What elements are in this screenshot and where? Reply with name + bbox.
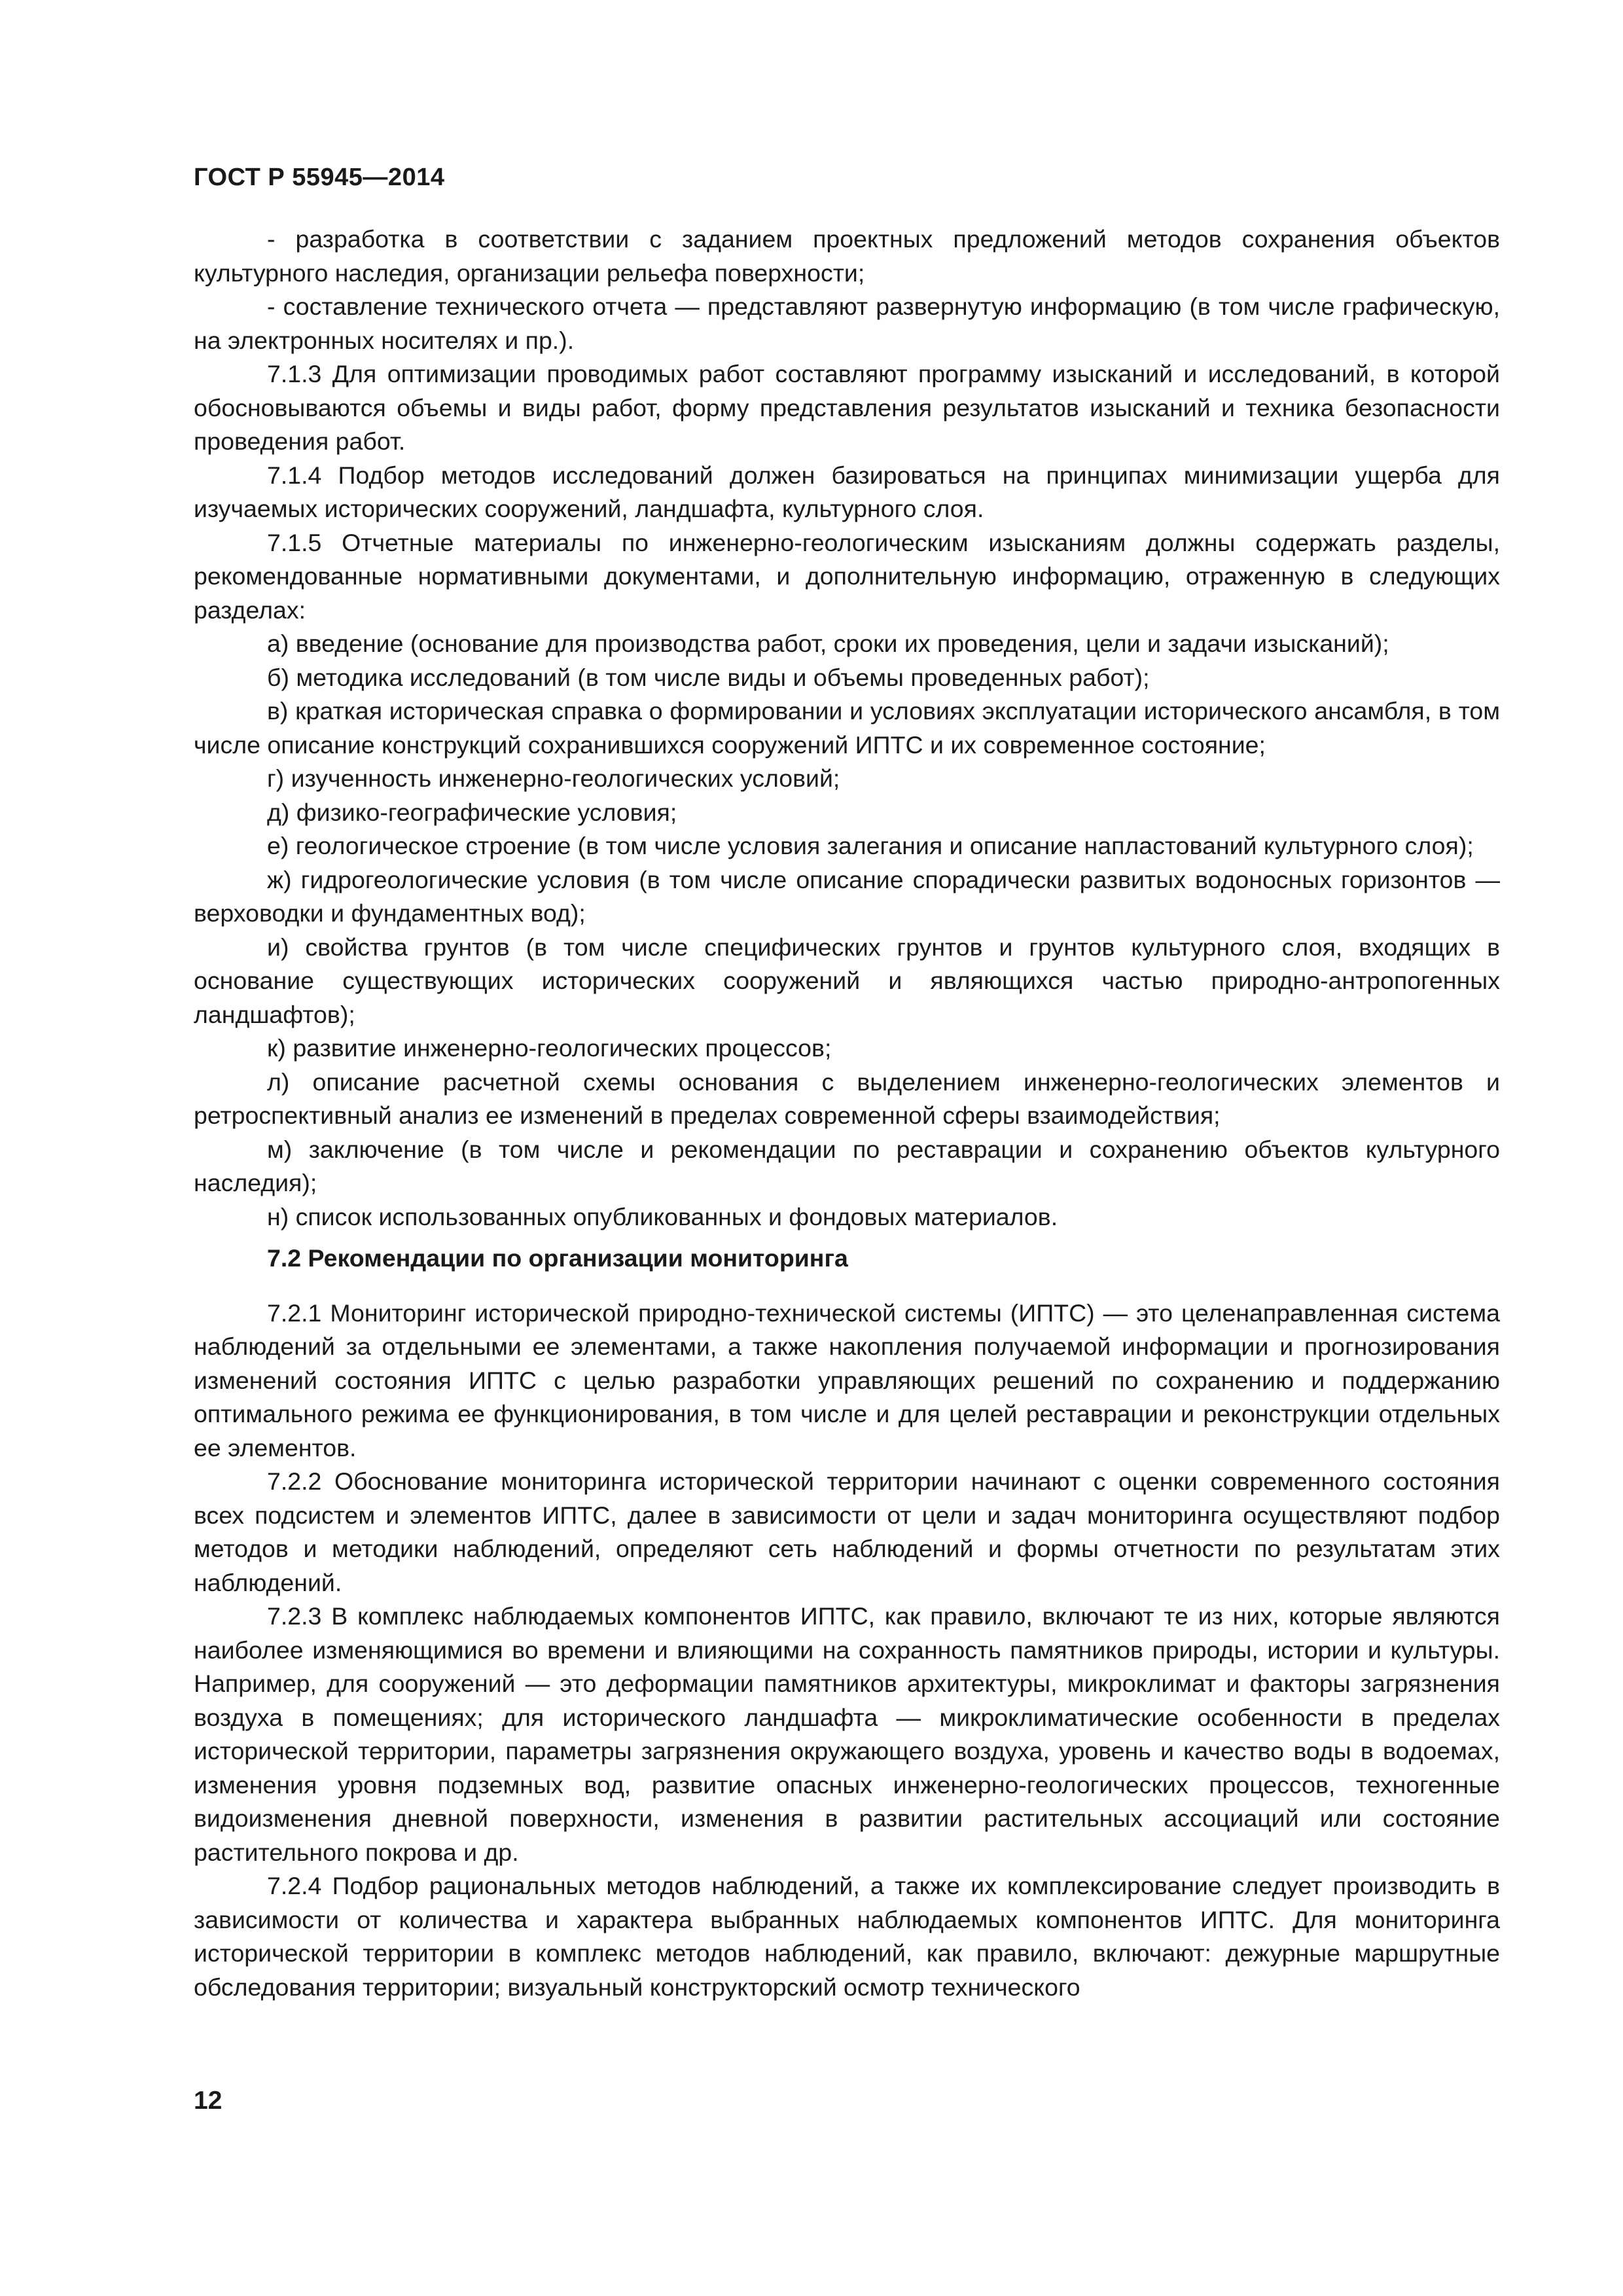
list-item: и) свойства грунтов (в том числе специфических грунтов и грунтов культурного слоя, входящих в основание существующих исторических сооружений и являющихся частью природно-антропогенных ландшафтов); xyxy=(194,933,1500,1028)
list-item: а) введение (основание для производства работ, сроки их проведения, цели и задачи изысканий); xyxy=(267,630,1389,657)
list-item: к) развитие инженерно-геологических процессов; xyxy=(267,1034,832,1062)
paragraph: 7.2.2 Обоснование мониторинга исторической территории начинают с оценки современного состояния всех подсистем и элементов ИПТС, далее в зависимости от цели и задач мониторинга осуществляют подбор методов и методики наблюдений, определяют сеть наблюдений и формы отчетности по результатам этих наблюдений. xyxy=(194,1467,1500,1596)
paragraph: 7.2.3 В комплекс наблюдаемых компонентов ИПТС, как правило, включают те из них, которые являются наиболее изменяющимися во времени и влияющими на сохранность памятников природы, истории и культуры. Например, для сооружений — это деформации памятников архитектуры, микроклимат и факторы загрязнения воздуха в помещениях; для исторического ландшафта — микроклиматические особенности в пределах исторической территории, параметры загрязнения окружающего воздуха, уровень и качество воды в водоемах, изменения уровня подземных вод, развитие опасных инженерно-геологических процессов, техногенные видоизменения дневной поверхности, изменения в развитии растительных ассоциаций или состояние растительного покрова и др. xyxy=(194,1602,1500,1866)
list-item: е) геологическое строение (в том числе условия залегания и описание напластований культурного слоя); xyxy=(267,832,1474,859)
list-item: в) краткая историческая справка о формировании и условиях эксплуатации исторического ансамбля, в том числе описание конструкций сохранившихся сооружений ИПТС и их современное состояние; xyxy=(194,697,1500,759)
page-number: 12 xyxy=(194,2087,223,2115)
paragraph: 7.1.5 Отчетные материалы по инженерно-геологическим изысканиям должны содержать разделы, рекомендованные нормативными документами, и дополнительную информацию, отраженную в следующих разделах: xyxy=(194,528,1500,624)
paragraph: 7.2.4 Подбор рациональных методов наблюдений, а также их комплексирование следует производить в зависимости от количества и характера выбранных наблюдаемых компонентов ИПТС. Для мониторинга исторической территории в комплекс методов наблюдений, как правило, включают: дежурные маршрутные обследования территории; визуальный конструкторский осмотр технического xyxy=(194,1872,1500,2001)
list-item: г) изученность инженерно-геологических условий; xyxy=(267,764,840,792)
paragraph: 7.1.4 Подбор методов исследований должен базироваться на принципах минимизации ущерба для изучаемых исторических сооружений, ландшафта, культурного слоя. xyxy=(194,461,1500,522)
list-item: л) описание расчетной схемы основания с выделением инженерно-геологических элементов и ретроспективный анализ ее изменений в пределах современной сферы взаимодействия; xyxy=(194,1067,1500,1129)
list-item: б) методика исследований (в том числе виды и объемы проведенных работ); xyxy=(267,663,1150,691)
list-item: н) список использованных опубликованных и фондовых материалов. xyxy=(267,1202,1058,1230)
list-item: ж) гидрогеологические условия (в том числе описание спорадически развитых водоносных горизонтов — верховодки и фундаментных вод); xyxy=(194,865,1500,927)
document-code-header: ГОСТ Р 55945—2014 xyxy=(194,164,445,191)
list-item: д) физико-географические условия; xyxy=(267,798,677,826)
paragraph: - разработка в соответствии с заданием проектных предложений методов сохранения объектов культурного наследия, организации рельефа поверхности; xyxy=(194,225,1500,287)
document-body xyxy=(194,223,1500,2004)
paragraph: 7.1.3 Для оптимизации проводимых работ составляют программу изысканий и исследований, в которой обосновываются объемы и виды работ, форму представления результатов изысканий и техника безопасности проведения работ. xyxy=(194,360,1500,455)
paragraph: 7.2.1 Мониторинг исторической природно-технической системы (ИПТС) — это целенаправленная система наблюдений за отдельными ее элементами, а также накопления получаемой информации и прогнозирования изменений состояния ИПТС с целью разработки управляющих решений по сохранению и поддержанию оптимального режима ее функционирования, в том числе и для целей реставрации и реконструкции отдельных ее элементов. xyxy=(194,1299,1500,1462)
list-item: м) заключение (в том числе и рекомендации по реставрации и сохранению объектов культурного наследия); xyxy=(194,1135,1500,1196)
section-heading: 7.2 Рекомендации по организации мониторинга xyxy=(267,1244,848,1272)
paragraph: - составление технического отчета — представляют развернутую информацию (в том числе графическую, на электронных носителях и пр.). xyxy=(194,293,1500,354)
